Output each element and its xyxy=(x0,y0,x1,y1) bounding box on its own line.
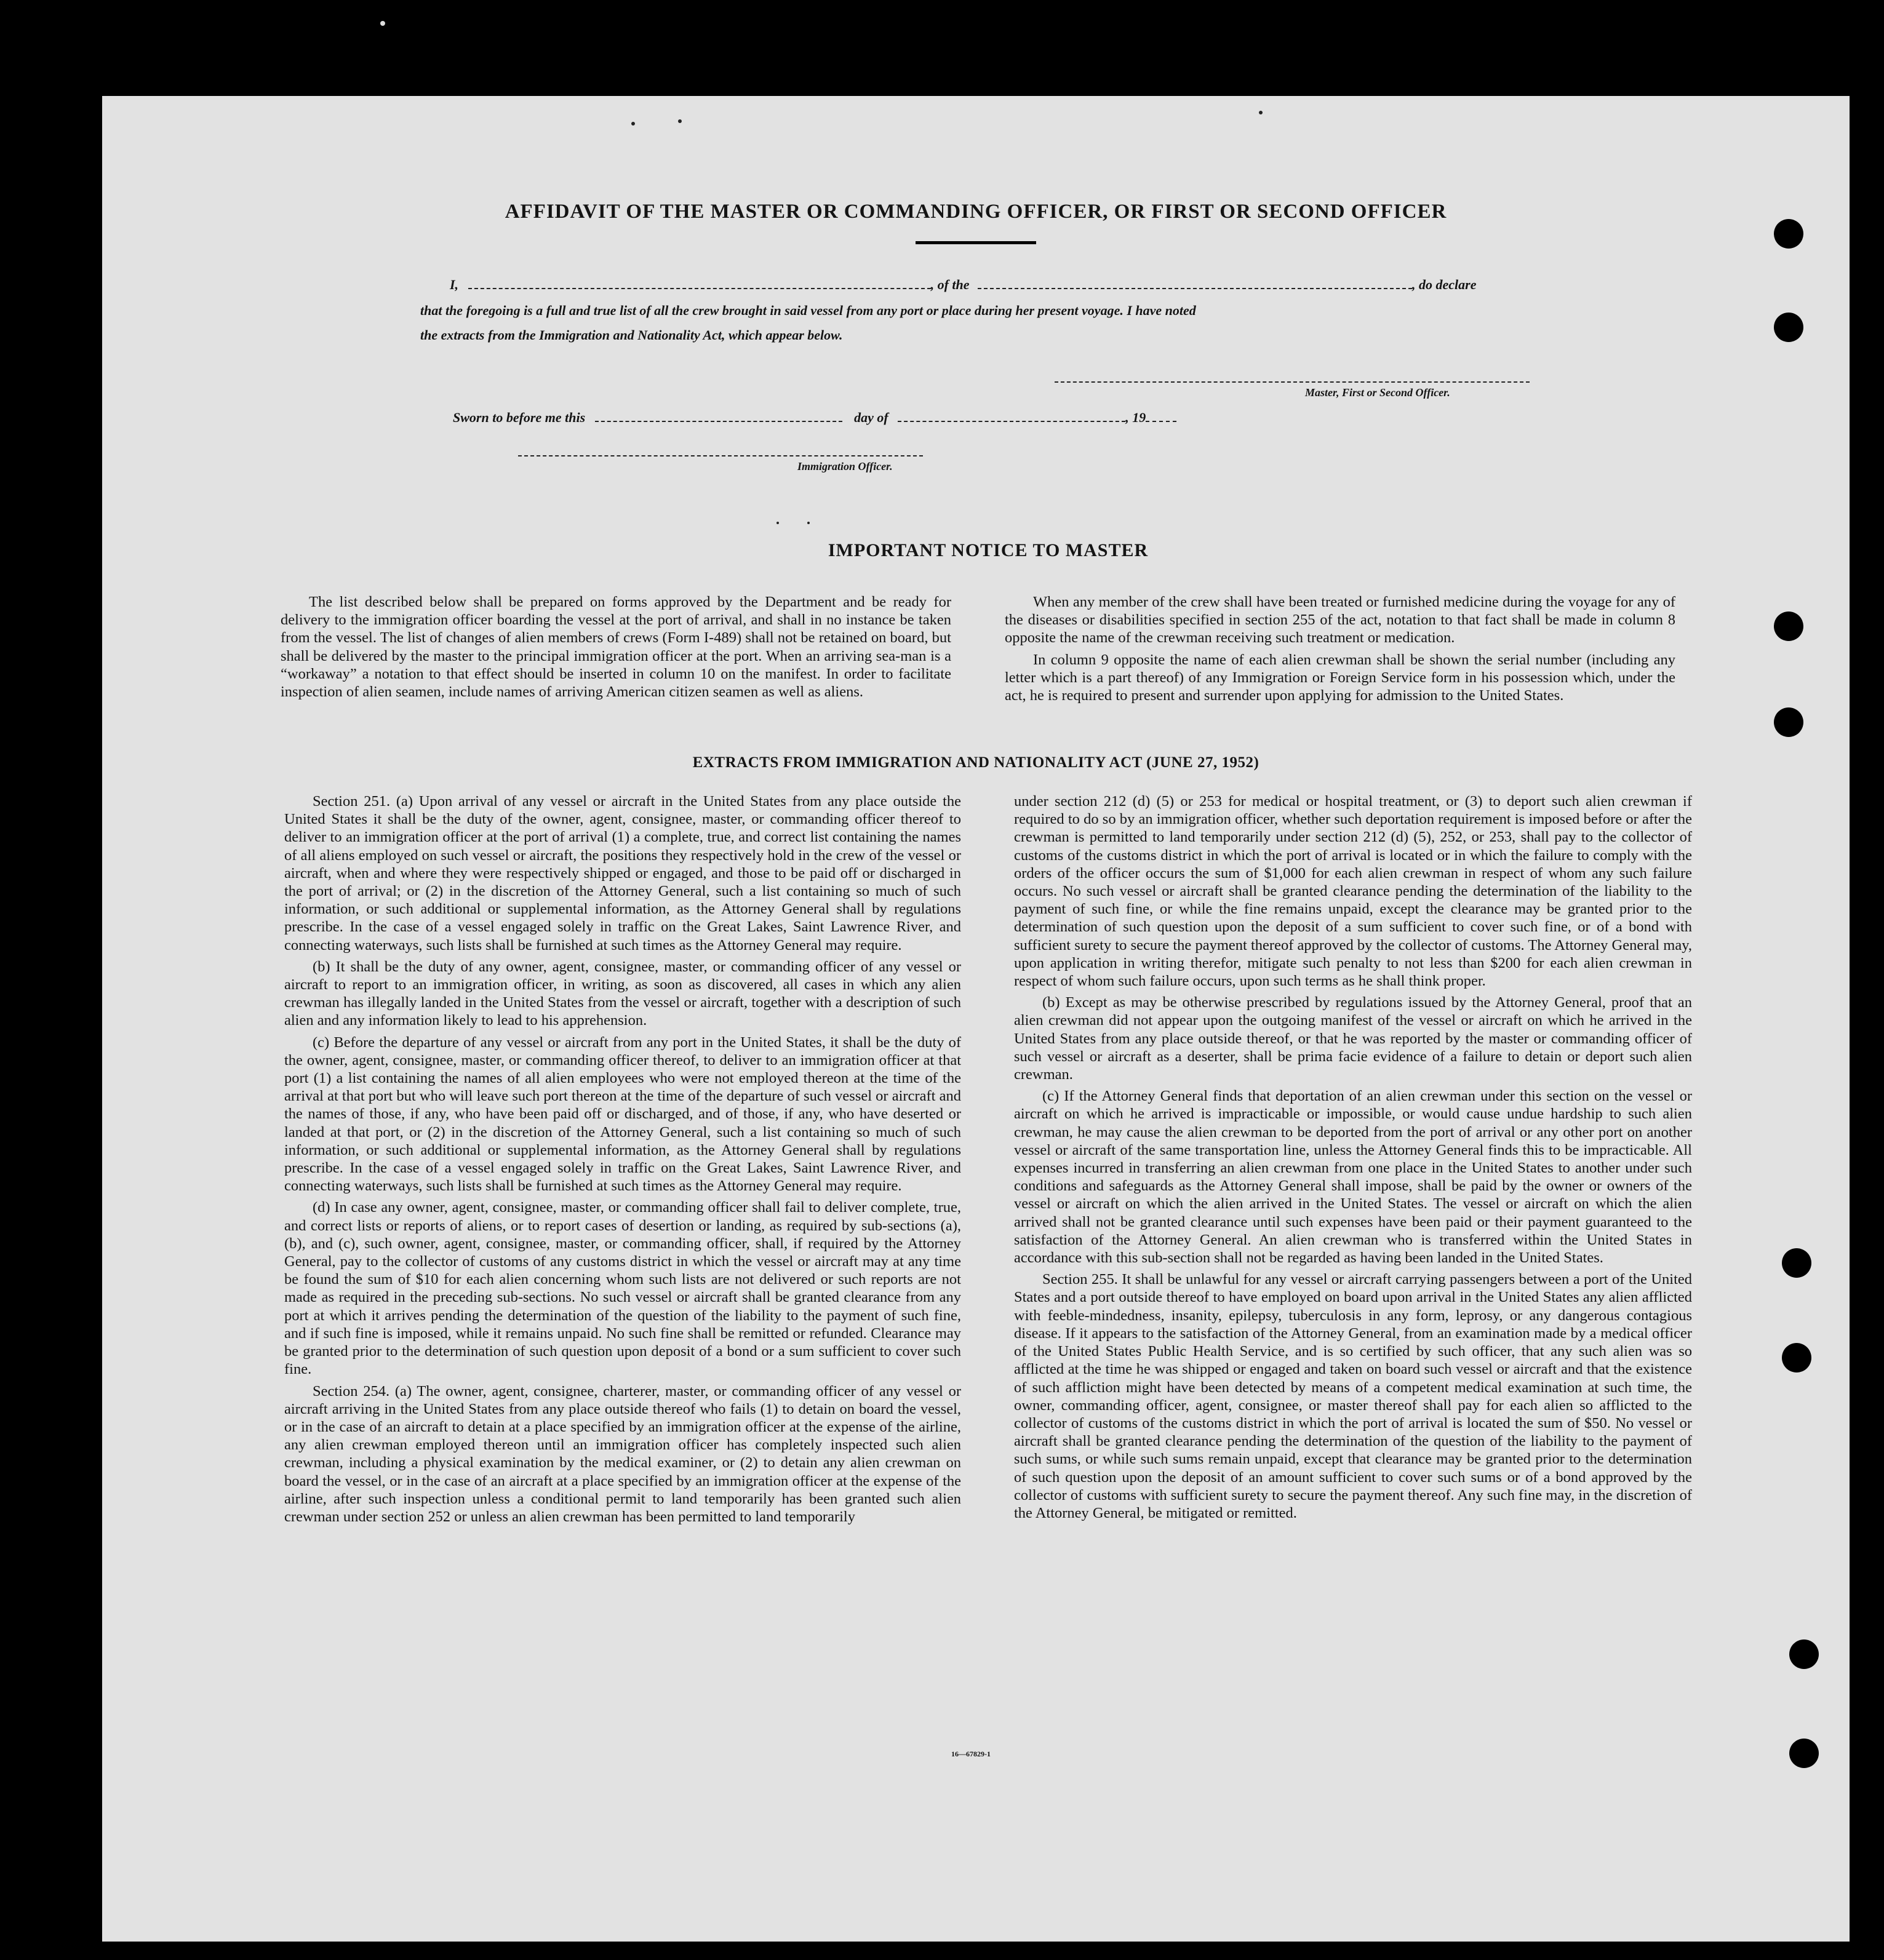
section-251b-paragraph: (b) It shall be the duty of any owner, agent, consignee, master, or commanding officer of any vessel or aircraft to report to an immigration officer, in writing, as soon as discovered, all cases in which any alien crewman has illegally landed in the United States from the vessel or aircraft, together with a description of such alien and any information likely to lead to his apprehension. xyxy=(284,958,961,1029)
year-label: , 19 xyxy=(1125,410,1146,425)
declaration-text-2: the extracts from the Immigration and Nationality Act, which appear below. xyxy=(420,327,843,343)
vessel-name-field[interactable] xyxy=(978,288,1412,289)
sworn-label: Sworn to before me this xyxy=(453,410,586,425)
punch-hole xyxy=(1789,1739,1819,1768)
punch-hole xyxy=(1789,1639,1819,1669)
section-254a-paragraph: Section 254. (a) The owner, agent, consignee, charterer, master, or commanding officer of any vessel or aircraft arriving in the United States from any place outside thereof who fails (1) to detain on board the vessel, or in the case of an aircraft to detain at a place specified by an immigration officer at the expense of the airline, any alien crewman employed thereon until an immigration officer has completely inspected such alien crewman, including a physical examination by the medical examiner, or (2) to detain any alien crewman on board the vessel, or in the case of an aircraft at a place specified by an immigration officer at the expense of the airline, after such inspection unless a conditional permit to land temporarily has been granted such alien crewman under section 252 or unless an alien crewman has been permitted to land temporarily xyxy=(284,1382,961,1525)
section-254a-continued-paragraph: under section 212 (d) (5) or 253 for medical or hospital treatment, or (3) to deport such alien crewman if required to do so by an immigration officer, whether such deportation requirement is imposed before or after the crewman is permitted to land temporarily under section 212 (d) (5), 252, or 253, shall pay to the collector of customs of the customs district in which the port of arrival is located or in which the failure to comply with the orders of the officer occurs the sum of $1,000 for each alien crewman in respect of whom any such failure occurs. No such vessel or aircraft shall be granted clearance pending the determination of the liability to the payment of such fine, or while the fine remains unpaid, except the clearance may be granted prior to the determination of such question upon the deposit of a sum sufficient to cover such fine, or of a bond with sufficient surety to secure the payment thereof approved by the collector of customs. The Attorney General may, upon application in writing therefor, mitigate such penalty to not less than $200 for each alien crewman in respect of whom such failure occurs, upon such terms as he shall think proper. xyxy=(1014,793,1692,990)
notice-left-column xyxy=(281,593,951,704)
master-signature-field[interactable] xyxy=(1055,381,1530,383)
punch-hole xyxy=(1782,1248,1811,1278)
speck xyxy=(678,119,682,123)
declarant-line xyxy=(450,277,1476,293)
section-255-paragraph: Section 255. It shall be unlawful for any vessel or aircraft carrying passengers between a port of the United States and a port outside thereof to have employed on board upon arrival in the United States any alien afflicted with feeble-mindedness, insanity, epilepsy, tuberculosis in any form, leprosy, or any dangerous contagious disease. If it appears to the satisfaction of the Attorney General, from an examination made by a medical officer of the United States Public Health Service, and is so certified by such officer, that any such alien was so afflicted at the time he was shipped or engaged and taken on board such vessel or aircraft and that the existence of such affliction might have been detected by means of a competent medical examination at such time, the owner, commanding officer, agent, consignee, or master thereof shall pay for each alien so afflicted to the collector of customs of the customs district in which the port of arrival is located the sum of $50. No vessel or aircraft shall be granted clearance pending the determination of the question of the liability to the payment of such sums, or while such sums remain unpaid, except that clearance may be granted prior to the determination of such question upon the deposit of an amount sufficient to cover such sums or of a bond approved by the collector of customs with sufficient surety to secure the payment thereof. Any such fine may, in the discretion of the Attorney General, be mitigated or remitted. xyxy=(1014,1271,1692,1521)
notice-paragraph: The list described below shall be prepared on forms approved by the Department and be ready for delivery to the immigration officer boarding the vessel at the port of arrival, and shall in no instance be taken from the vessel. The list of changes of alien members of crews (Form I-489) shall not be retained on board, but shall be delivered by the master to the principal immigration officer at the port. When an arriving sea-man is a “workaway” a notation to that effect should be inserted in column 10 on the manifest. In order to facilitate inspection of alien seamen, include names of arriving American citizen seamen as well as aliens. xyxy=(281,594,951,701)
extracts-left-column xyxy=(284,792,961,1529)
notice-right-column xyxy=(1005,593,1675,708)
title-underline xyxy=(916,241,1036,244)
master-signature-label: Master, First or Second Officer. xyxy=(1305,386,1450,399)
punch-hole xyxy=(1774,313,1803,342)
notice-paragraph: When any member of the crew shall have been treated or furnished medicine during the voyage for any of the diseases or disabilities specified in section 255 of the act, notation to that fact shall be made in column 8 opposite the name of the crewman receiving such treatment or medication. xyxy=(1005,594,1675,647)
notice-paragraph: In column 9 opposite the name of each alien crewman shall be shown the serial number (including any letter which is a part thereof) of any Immigration or Foreign Service form in his possession which, under the act, he is required to present and surrender upon applying for admission to the United States. xyxy=(1005,651,1675,704)
speck xyxy=(380,21,385,26)
section-251c-paragraph: (c) Before the departure of any vessel or aircraft from any port in the United States, it shall be the duty of the owner, agent, consignee, master, or commanding officer thereof, to deliver to an immigration officer at that port (1) a list containing the names of all alien employees who were not employed thereon at the time of the arrival at that port but who will leave such port thereon at the time of the departure of such vessel or aircraft and the names of those, if any, who have been paid off or discharged, and of those, if any, who have deserted or landed at that port, or (2) in the discretion of the Attorney General, such a list containing so much of such information, or such additional or supplemental information, as the Attorney General shall by regulations prescribe. In the case of a vessel engaged solely in traffic on the Great Lakes, Saint Lawrence River, and connecting waterways, such lists shall be furnished at such times as the Attorney General may require. xyxy=(284,1034,961,1195)
document-page xyxy=(102,96,1850,1942)
sworn-line xyxy=(453,410,1176,426)
punch-hole xyxy=(1774,612,1803,641)
immigration-officer-signature-field[interactable] xyxy=(518,455,923,456)
extracts-title: EXTRACTS FROM IMMIGRATION AND NATIONALITY ACT (JUNE 27, 1952) xyxy=(692,754,1259,771)
do-declare-label: , do declare xyxy=(1412,277,1477,292)
section-251a-paragraph: Section 251. (a) Upon arrival of any vessel or aircraft in the United States from any place outside the United States it shall be the duty of the owner, agent, consignee, master, or commanding officer thereof to deliver to an immigration officer at the port of arrival (1) a complete, true, and correct list containing the names of all aliens employed on such vessel or aircraft, the positions they respectively hold in the crew of the vessel or aircraft, when and where they were respectively shipped or engaged, and those to be paid off or discharged in the port of arrival; or (2) in the discretion of the Attorney General, such a list containing so much of such information, or such additional or supplemental information, as the Attorney General shall by regulations prescribe. In the case of a vessel engaged solely in traffic on the Great Lakes, Saint Lawrence River, and connecting waterways, such lists shall be furnished at such times as the Attorney General may require. xyxy=(284,793,961,954)
punch-hole xyxy=(1774,707,1803,737)
of-the-label: , of the xyxy=(930,277,970,292)
section-254b-paragraph: (b) Except as may be otherwise prescribed by regulations issued by the Attorney General, proof that an alien crewman did not appear upon the outgoing manifest of the vessel or aircraft on which he arrived in the United States from any place outside thereof, or that he was reported by the master or commanding officer of such vessel or aircraft as a deserter, shall be prima facie evidence of a failure to detain or deport such alien crewman. xyxy=(1014,994,1692,1083)
immigration-officer-label: Immigration Officer. xyxy=(797,460,893,472)
speck xyxy=(631,122,635,125)
section-251d-paragraph: (d) In case any owner, agent, consignee, master, or commanding officer shall fail to deliver complete, true, and correct lists or reports of aliens, or to report cases of desertion or landing, as required by sub-sections (a), (b), and (c), such owner, agent, consignee, master, or commanding officer, shall, if required by the Attorney General, pay to the collector of customs of any customs district in which the vessel or aircraft may at any time be found the sum of $10 for each alien concerning whom such lists are not delivered or such reports are not made as required in the preceding sub-sections. No such vessel or aircraft shall be granted clearance from any port at which it arrives pending the determination of the question of the liability to the payment of such fine, and if such fine is imposed, while it remains unpaid. No such fine shall be remitted or refunded. Clearance may be granted prior to the determination of such question upon deposit of a bond or a sum sufficient to cover such fine. xyxy=(284,1199,961,1378)
speck xyxy=(776,522,779,524)
section-254c-paragraph: (c) If the Attorney General finds that deportation of an alien crewman under this section on the vessel or aircraft on which he arrived is impracticable or impossible, or would cause undue hardship to such alien crewman, he may cause the alien crewman to be deported from the port of arrival or any other port on another vessel or aircraft of the same transportation line, unless the Attorney General finds this to be impracticable. All expenses incurred in transferring an alien crewman from one place in the United States to another under such conditions and safeguards as the Attorney General shall impose, shall be paid by the owner or owners of the vessel or aircraft on which the alien arrived in the United States. The vessel or aircraft on which the alien arrived shall not be granted clearance until such expenses have been paid or their payment guaranteed to the satisfaction of the Attorney General. An alien crewman who is transferred within the United States in accordance with this sub-section shall not be regarded as having been landed in the United States. xyxy=(1014,1088,1692,1267)
notice-title: IMPORTANT NOTICE TO MASTER xyxy=(828,540,1149,560)
declaration-text-1: that the foregoing is a full and true list of all the crew brought in said vessel from any port or place during her present voyage. I have noted xyxy=(420,303,1196,318)
sworn-date-field[interactable] xyxy=(595,421,842,422)
speck xyxy=(1259,111,1263,114)
speck xyxy=(807,522,810,524)
day-of-label: day of xyxy=(854,410,888,425)
extracts-right-column xyxy=(1014,792,1692,1526)
month-field[interactable] xyxy=(898,421,1125,422)
declarant-i-label: I, xyxy=(450,277,459,292)
punch-hole xyxy=(1774,219,1803,249)
form-number: 16—67829-1 xyxy=(951,1750,991,1758)
year-field[interactable] xyxy=(1146,421,1176,422)
declarant-name-field[interactable] xyxy=(468,288,931,289)
affidavit-title: AFFIDAVIT OF THE MASTER OR COMMANDING OFFICER, OR FIRST OR SECOND OFFICER xyxy=(505,201,1447,223)
punch-hole xyxy=(1782,1343,1811,1372)
